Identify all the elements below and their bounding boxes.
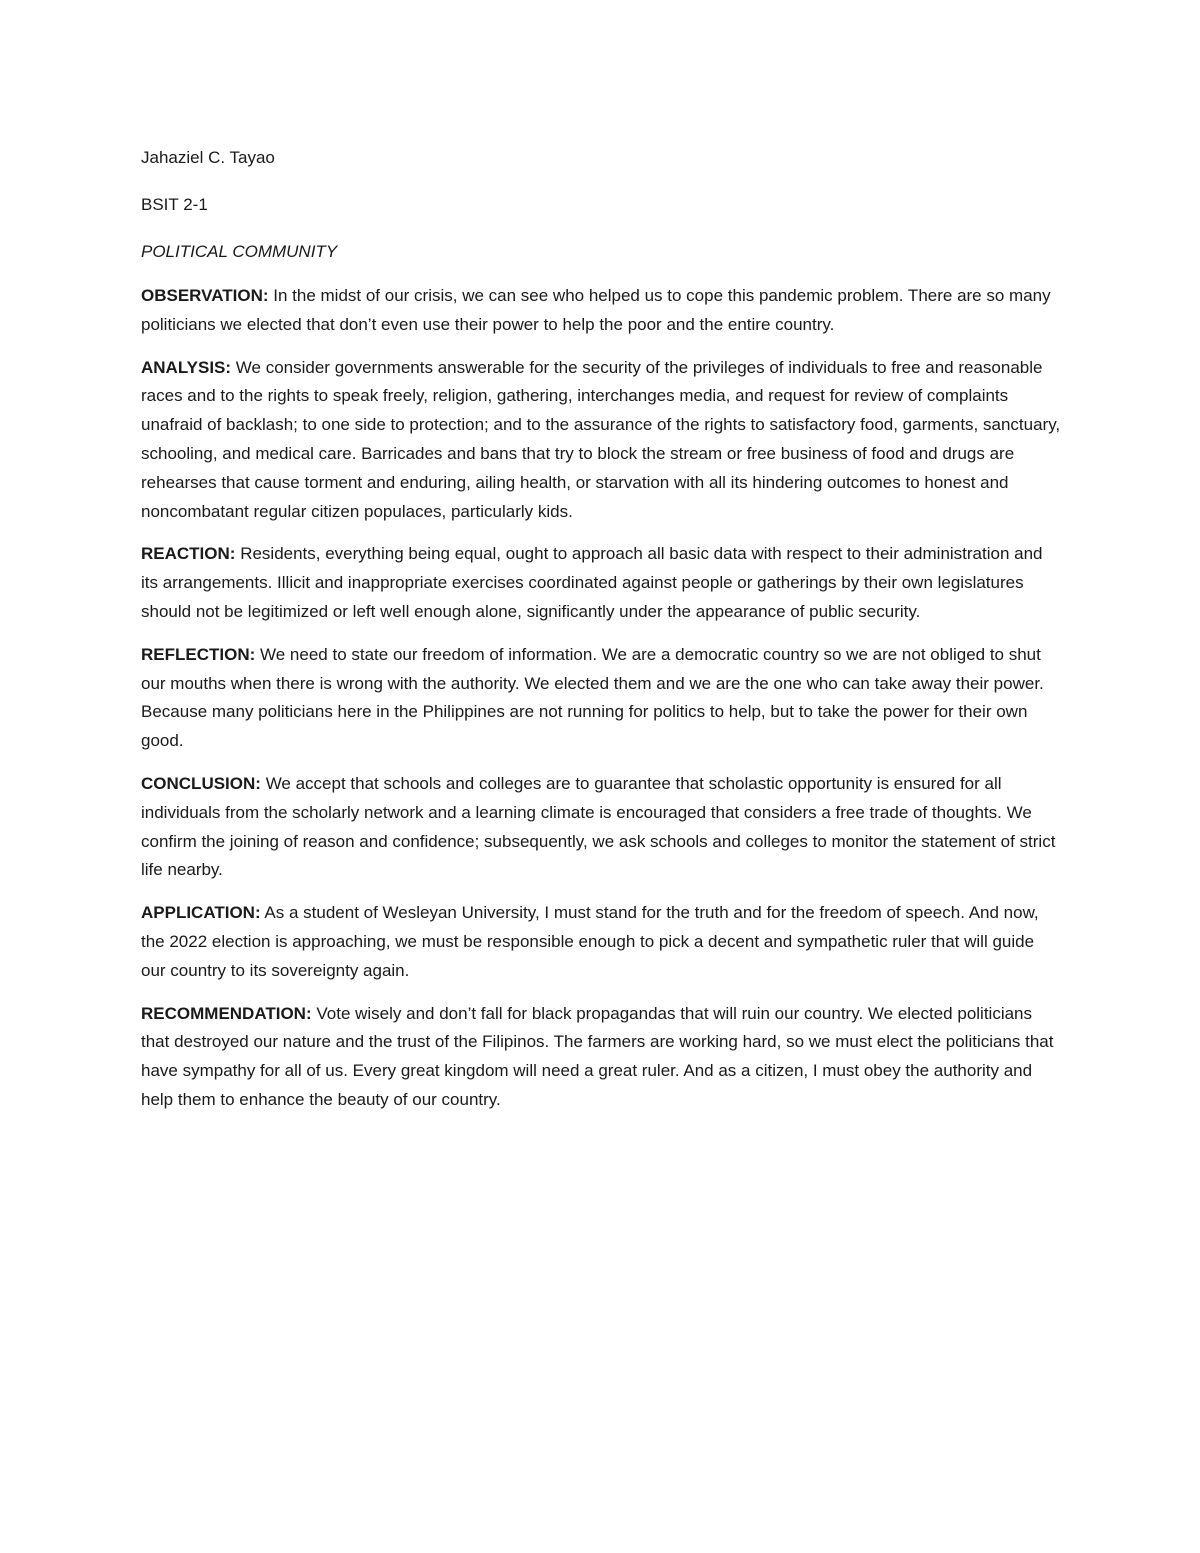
paragraph-label: OBSERVATION: (141, 286, 269, 305)
paragraph-observation (141, 282, 1061, 340)
paragraph-conclusion (141, 770, 1061, 885)
paragraph-text: Vote wisely and don’t fall for black propagandas that will ruin our country. We elected politicians that destroyed our nature and the trust of the Filipinos. The farmers are working hard, so we must elect the politicians that have sympathy for all of us. Every great kingdom will need a great ruler. And as a citizen, I must obey the authority and help them to enhance the beauty of our country. (141, 1003, 1054, 1109)
paragraph-label: RECOMMENDATION: (141, 1003, 312, 1023)
paragraph-application (141, 899, 1061, 985)
paragraph-recommendation (141, 1000, 1061, 1115)
author-name: Jahaziel C. Tayao (141, 148, 275, 167)
paragraph-text: Residents, everything being equal, ought to approach all basic data with respect to their administration and its arrangements. Illicit and inappropriate exercises coordinated against people or gatherings by their own legislatures should not be legitimized or left well enough alone, significantly under the appearance of public security. (141, 544, 1043, 621)
paragraph-label: REFLECTION: (141, 644, 256, 664)
paragraph-label: REACTION: (141, 544, 236, 564)
class-section: BSIT 2-1 (141, 195, 208, 214)
paragraph-text: As a student of Wesleyan University, I must stand for the truth and for the freedom of speech. And now, the 2022 election is approaching, we must be responsible enough to pick a decent and sympathetic ruler that will guide our country to its sovereignty again. (141, 903, 1039, 980)
paragraph-text: We accept that schools and colleges are to guarantee that scholastic opportunity is ensured for all individuals from the scholarly network and a learning climate is encouraged that considers a free trade of thoughts. We confirm the joining of reason and confidence; subsequently, we ask schools and colleges to monitor the statement of strict life nearby. (141, 773, 1056, 880)
paragraph-analysis (141, 354, 1061, 527)
paragraph-label: APPLICATION: (141, 903, 261, 923)
paragraph-label: CONCLUSION: (141, 773, 261, 793)
document-title: POLITICAL COMMUNITY (141, 242, 338, 261)
document-body (141, 143, 1061, 1129)
paragraph-label: ANALYSIS: (141, 357, 232, 377)
paragraph-reaction (141, 540, 1061, 626)
paragraph-text: We consider governments answerable for the security of the privileges of individuals to free and reasonable races and to the rights to speak freely, religion, gathering, interchanges media, and request for review of complaints unafraid of backlash; to one side to protection; and to the assurance of the rights to satisfactory food, garments, sanctuary, schooling, and medical care. Barricades and bans that try to block the stream or free business of food and drugs are rehearses that cause torment and enduring, ailing health, or starvation with all its hindering outcomes to honest and noncombatant regular citizen populaces, particularly kids. (141, 357, 1061, 521)
paragraph-text: In the midst of our crisis, we can see who helped us to cope this pandemic problem. There are so many politicians we elected that don’t even use their power to help the poor and the entire country. (141, 286, 1051, 334)
paragraph-reflection (141, 641, 1061, 756)
paragraph-text: We need to state our freedom of information. We are a democratic country so we are not obliged to shut our mouths when there is wrong with the authority. We elected them and we are the one who can take away their power. Because many politicians here in the Philippines are not running for politics to help, but to take the power for their own good. (141, 644, 1044, 751)
